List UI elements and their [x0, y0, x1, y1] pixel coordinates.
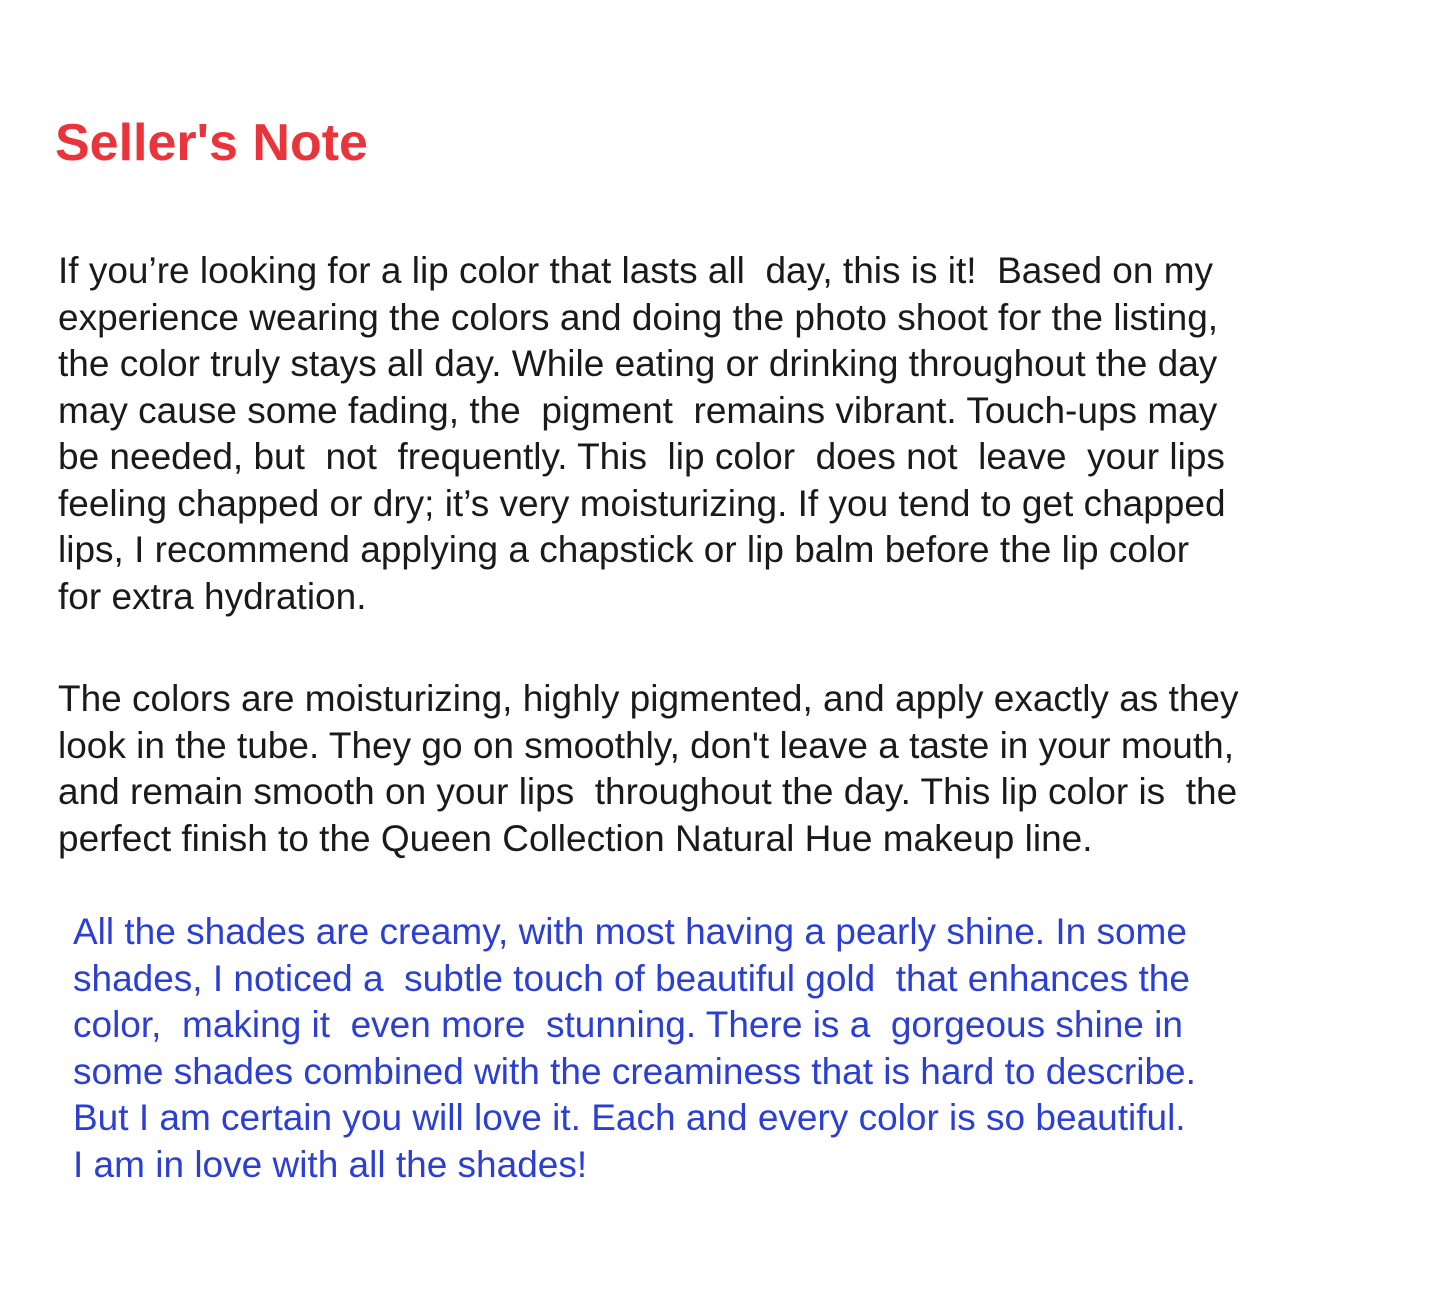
- text-line: look in the tube. They go on smoothly, don't leave a taste in your mouth,: [58, 724, 1235, 766]
- text-line: The colors are moisturizing, highly pigmented, and apply exactly as they: [58, 678, 1239, 719]
- text-line: the color truly stays all day. While eating or drinking throughout the day: [58, 343, 1218, 384]
- page-title: Seller's Note: [55, 114, 368, 172]
- text-line: lips, I recommend applying a chapstick or lip balm before the lip color: [58, 529, 1190, 570]
- text-line: If you’re looking for a lip color that lasts all day, this is it! Based on my: [58, 250, 1214, 291]
- note-paragraph-longevity: [58, 248, 1226, 620]
- text-line: some shades combined with the creaminess that is hard to describe.: [73, 1050, 1196, 1092]
- text-line: But I am certain you will love it. Each and every color is so beautiful.: [73, 1097, 1186, 1138]
- text-line: and remain smooth on your lips throughout the day. This lip color is the: [58, 771, 1238, 812]
- note-paragraph-application: [58, 676, 1239, 862]
- text-line: experience wearing the colors and doing the photo shoot for the listing,: [58, 296, 1219, 338]
- text-line: perfect finish to the Queen Collection Natural Hue makeup line.: [58, 817, 1093, 859]
- text-line: feeling chapped or dry; it’s very moisturizing. If you tend to get chapped: [58, 482, 1226, 524]
- text-line: color, making it even more stunning. There is a gorgeous shine in: [73, 1004, 1183, 1045]
- text-line: All the shades are creamy, with most having a pearly shine. In some: [73, 911, 1187, 952]
- text-line: for extra hydration.: [58, 575, 367, 617]
- text-line: I am in love with all the shades!: [73, 1143, 588, 1185]
- text-line: be needed, but not frequently. This lip color does not leave your lips: [58, 436, 1225, 477]
- text-line: shades, I noticed a subtle touch of beautiful gold that enhances the: [73, 957, 1190, 999]
- note-paragraph-shades: [73, 909, 1196, 1188]
- text-line: may cause some fading, the pigment remains vibrant. Touch-ups may: [58, 389, 1218, 431]
